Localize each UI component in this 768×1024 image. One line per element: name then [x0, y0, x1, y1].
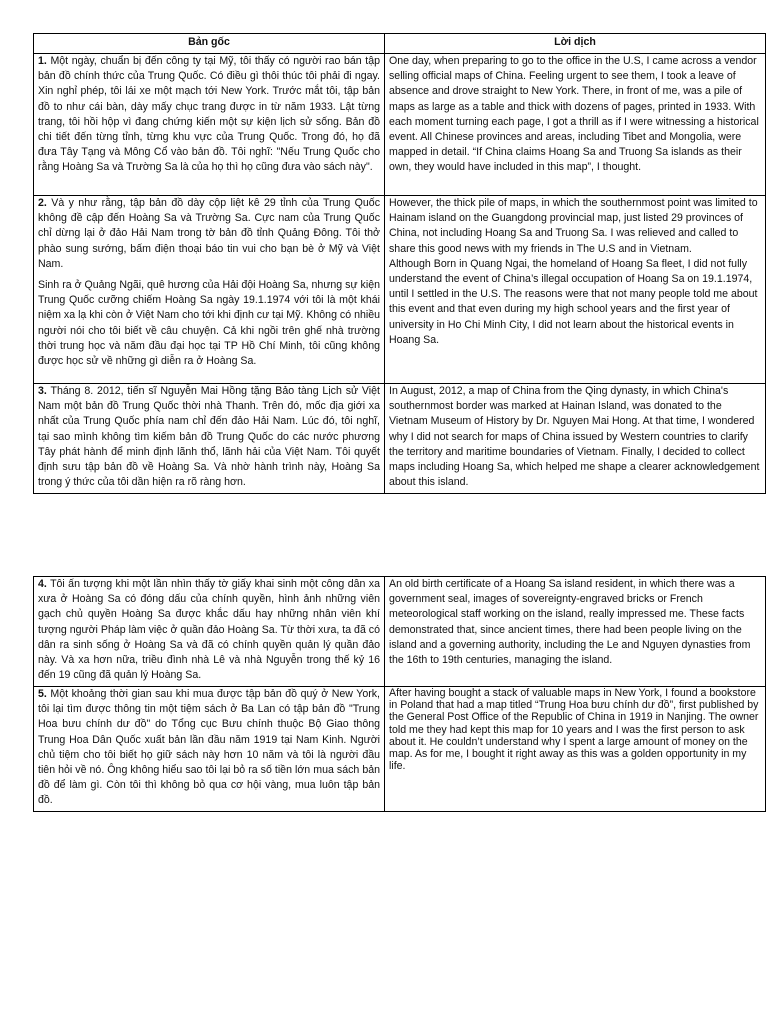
- translation-paragraph: However, the thick pile of maps, in which the southernmost point was limited to Hainam island on the Guangdong provincial map, just listed 29 provinces of China, not including Hoang Sa and Truong Sa. I was relieved and called to share this good news with my friends in The U.S and in Vietnam.: [389, 197, 758, 255]
- original-text: Và y như rằng, tập bản đồ dày cộp liệt kê 29 tỉnh của Trung Quốc không đề cập đến Hoàng Sa và Trường Sa. Cực nam của Trung Quốc chỉ dừng lại ở đảo Hải Nam trong tờ bản đồ tỉnh Quảng Đông. Tôi thở phào sung sướng, bấm điện thoại báo tin vui cho bạn bè ở Mỹ và Việt Nam.: [38, 197, 380, 270]
- table-row: [34, 687, 766, 812]
- table-row: [34, 384, 766, 494]
- original-paragraph: [38, 687, 380, 809]
- translation-cell: [385, 687, 766, 812]
- original-cell: [34, 577, 385, 687]
- row-number: 3.: [38, 385, 47, 397]
- translation-paragraph: One day, when preparing to go to the office in the U.S, I came across a vendor selling official maps of China. Feeling urgent to see them, I took a leave of absence and drove straight to New York. There, in front of me, was a pile of maps as large as a table and thick with dozens of pages, printed in 1933. With each moment turning each page, I got a thrill as if I were witnessing a historical event. All Chinese provinces and areas, including Tibet and Mongolia, were mapped in detail. “If China claims Hoang Sa and Truong Sa islands as their own, they would have included in this map”, I thought.: [389, 55, 759, 174]
- original-text: Tháng 8. 2012, tiến sĩ Nguyễn Mai Hồng tặng Bảo tàng Lịch sử Việt Nam một bản đồ Trung Quốc thời nhà Thanh. Trên đó, mốc địa giới xa nhất của Trung Quốc phía nam chỉ đến đảo Hải Nam. Lúc đó, tôi nghĩ, tại sao mình không tìm kiếm bản đồ Trung Quốc do các nước phương Tây phát hành để minh định lãnh thổ, lãnh hải của Việt Nam. Tôi quyết định sưu tập bản đồ về Hoàng Sa. Và nhờ hành trình này, Hoàng Sa trong ý thức của tôi dần hiện ra rõ ràng hơn.: [38, 385, 380, 489]
- translation-cell: [385, 384, 766, 494]
- original-text: Một ngày, chuẩn bị đến công ty tại Mỹ, tôi thấy có người rao bán tập bản đồ chính thức của Trung Quốc. Có điều gì thôi thúc tôi phải đi ngay. Xin nghỉ phép, tôi lái xe một mạch tới New York. Trước mắt tôi, tập bản đồ to như cái bàn, dày mấy chục trang được in từ năm 1933. Lật từng trang, tôi hồi hộp vì đang chứng kiến một sự kiện lịch sử sống. Bản đồ chi tiết đến từng tỉnh, từng khu vực của Trung Quốc. Trong đó, họ đã đưa Tây Tạng và Mông Cổ vào bản đồ. Tôi nghĩ: "Nếu Trung Quốc cho rằng Hoàng Sa và Trường Sa là của họ thì họ cũng đưa vào sách này".: [38, 55, 380, 174]
- translation-cell: [385, 577, 766, 687]
- original-text: Một khoảng thời gian sau khi mua được tập bản đồ quý ở New York, tôi lại tìm được thông tin một tiệm sách ở Ba Lan có tập bản đồ "Trung Hoa bưu chính dư đồ" do Tổng cục Bưu chính thuộc Bộ Giao thông Trung Hoa Dân Quốc xuất bản lần đầu năm 1919 tại Nam Kinh. Người chủ tiệm cho tôi biết họ giữ sách này hơn 10 năm và tôi là người đầu tiên hỏi về nó. Ông không hiểu sao tôi lại bỏ ra số tiền lớn mua sách bản đồ để làm gì. Còn tôi thì không bỏ qua cơ hội vàng, mua luôn tập bản đồ.: [38, 688, 380, 807]
- translation-cell: [385, 196, 766, 384]
- original-text: Tôi ấn tượng khi một lần nhìn thấy tờ giấy khai sinh một công dân xa xưa ở Hoàng Sa có đóng dấu của chính quyền, hình ảnh những viên gạch chủ quyền Hoàng Sa được khắc dấu hay những nhân viên khí tượng người Pháp làm việc ở quần đảo Hoàng Sa. Từ thời xưa, ta đã có dân ra sinh sống ở Hoàng Sa và đã có chính quyền quản lý quần đảo này. Và xa hơn nữa, triều đình nhà Lê và nhà Nguyễn trong thế kỷ 16 đến 19 cũng đã quản lý Hoàng Sa.: [38, 578, 380, 682]
- row-number: 4.: [38, 578, 47, 590]
- translation-table-bottom: [33, 576, 766, 812]
- original-paragraph: [38, 384, 380, 490]
- translation-table-top: [33, 33, 766, 494]
- table-row: [34, 577, 766, 687]
- translation-column-header: Lời dịch: [385, 34, 766, 54]
- original-cell: [34, 54, 385, 196]
- translation-paragraph: Although Born in Quang Ngai, the homeland of Hoang Sa fleet, I did not fully understand the event of China’s illegal occupation of Hoang Sa on 19.1.1974, until I settled in the U.S. The reasons were that not many people told me about this event and that even during my high school years and the first year of university in Ho Chi Minh City, I did not learn about the historical events in Hoang Sa.: [389, 257, 758, 346]
- table-header-row: [34, 34, 766, 54]
- row-number: 2.: [38, 197, 47, 209]
- original-paragraph: [38, 196, 380, 272]
- translation-paragraph: An old birth certificate of a Hoang Sa island resident, in which there was a government seal, images of sovereignty-engraved bricks or French meteorological staff working on the island, really impressed me. These facts demonstrated that, since ancient times, there had been people living on the island and a governing authority, including the Le and Nguyen dynasties from the 16th to 19th centuries, managing the island.: [389, 578, 751, 667]
- translation-cell: [385, 54, 766, 196]
- translation-paragraph: In August, 2012, a map of China from the Qing dynasty, in which China's southernmost border was marked at Hainan Island, was donated to the Vietnam Museum of History by Dr. Nguyen Mai Hong. At that time, I wondered why I did not search for maps of China issued by Western countries to clarify the territory and maritime boundaries of Vietnam. Finally, I decided to collect maps including Hoang Sa, which helped me shape a clearer acknowledgement about this island.: [389, 385, 760, 489]
- translation-paragraph: After having bought a stack of valuable maps in New York, I found a bookstore in Poland that had a map titled “Trung Hoa bưu chính dư đồ”, first published by the General Post Office of the Republic of China in 1919 in Nanjing. The owner told me they had kept this map for 10 years and I was the first person to ask about it. He couldn’t understand why I spent a large amount of money on the map. As for me, I bought it right away as this was a golden opportunity in my life.: [389, 687, 759, 773]
- original-paragraph: [38, 54, 380, 176]
- original-paragraph: Sinh ra ở Quảng Ngãi, quê hương của Hải đội Hoàng Sa, nhưng sự kiện Trung Quốc cưỡng chiếm Hoàng Sa ngày 19.1.1974 với tôi là một khái niệm xa lạ khi còn ở Việt Nam cho tới khi định cư tại Mỹ. Không có nhiều người nói cho tôi biết về câu chuyện. Cả khi ngồi trên ghế nhà trường thời trung học và năm đầu đại học tại TP Hồ Chí Minh, tôi cũng không được học sử về những gì diễn ra ở Hoàng Sa.: [38, 279, 380, 368]
- original-cell: [34, 384, 385, 494]
- original-paragraph: [38, 577, 380, 683]
- table-row: [34, 54, 766, 196]
- row-number: 1.: [38, 55, 47, 67]
- table-row: [34, 196, 766, 384]
- original-cell: [34, 687, 385, 812]
- original-cell: [34, 196, 385, 384]
- row-number: 5.: [38, 688, 47, 700]
- original-column-header: Bản gốc: [34, 34, 385, 54]
